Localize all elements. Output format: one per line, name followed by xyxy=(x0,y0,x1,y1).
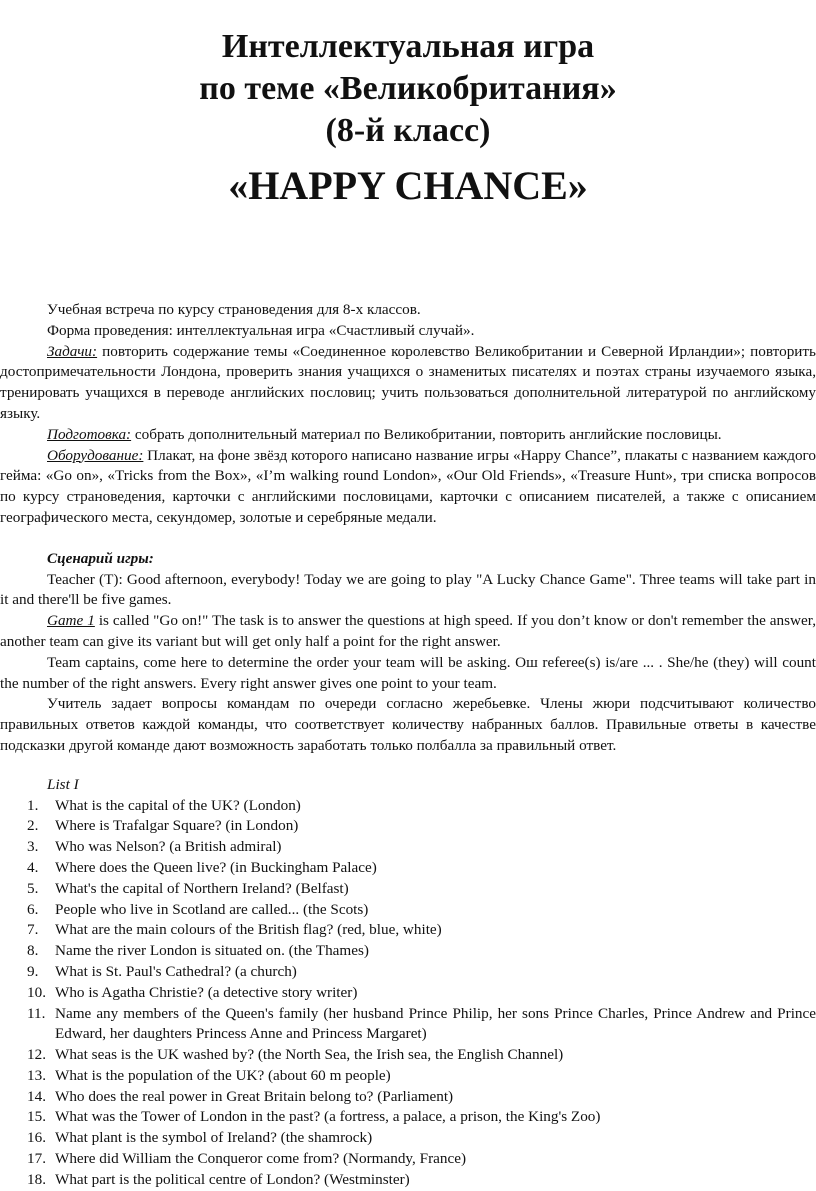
scenario-paragraph-4: Учитель задает вопросы командам по очереди согласно жеребьевке. Члены жюри подсчитывают количество правильных ответов каждой команды, что соответствует количеству набранных баллов. Правильные ответы в качестве подсказки другой команде дают возможность заработать только полбалла за правильный ответ. xyxy=(0,695,816,754)
list-item-number xyxy=(0,796,55,817)
list-item-number xyxy=(0,920,55,941)
body-text xyxy=(0,300,816,1191)
list-item xyxy=(0,1087,816,1108)
question-list xyxy=(0,796,816,1191)
list-item-number-text: 8. xyxy=(27,942,39,960)
list-item-text: Who was Nelson? (a British admiral) xyxy=(55,838,282,856)
list-item-text: Name any members of the Queen's family (her husband Prince Philip, her sons Prince Charles, Prince Andrew and Prince Edward, her daughters Princess Anne and Princess Margaret) xyxy=(55,1004,816,1043)
list-item-number-text: 5. xyxy=(27,879,39,897)
list-item xyxy=(0,1045,816,1066)
list-item-number-text: 16. xyxy=(27,1129,46,1147)
list-item xyxy=(0,1128,816,1149)
list-item-number-text: 13. xyxy=(27,1066,46,1084)
list-item-number xyxy=(0,1149,55,1170)
list-item-text: Where did William the Conqueror come from? (Normandy, France) xyxy=(55,1150,466,1168)
list-item-number-text: 4. xyxy=(27,858,39,876)
list-item-text: What are the main colours of the British flag? (red, blue, white) xyxy=(55,921,442,939)
list-item-number xyxy=(0,1066,55,1087)
list-item-text: Who does the real power in Great Britain belong to? (Parliament) xyxy=(55,1087,454,1105)
tasks-text: повторить содержание темы «Соединенное королевство Великобритании и Северной Ирландии»; повторить достопримечательности Лондона, проверить знания учащихся о знаменитых писателях и поэтах страны изучаемого языка, тренировать учащихся в переводе английских пословиц; учить пользоваться дополнительной литературой по английскому языку. xyxy=(0,342,816,422)
list-item-number xyxy=(0,858,55,879)
list-item-number xyxy=(0,983,55,1004)
list-item-number-text: 2. xyxy=(27,817,39,835)
list-item xyxy=(0,1066,816,1087)
prep-label: Подготовка: xyxy=(47,425,132,443)
list-item xyxy=(0,1107,816,1128)
list-item-number xyxy=(0,879,55,900)
list-item-number xyxy=(0,837,55,858)
intro-paragraph-1: Учебная встреча по курсу страноведения для 8-х классов. xyxy=(47,301,421,318)
scenario-label: Сценарий игры: xyxy=(47,549,154,567)
list-item-text: What part is the political centre of London? (Westminster) xyxy=(55,1170,410,1188)
list-item-number-text: 17. xyxy=(27,1150,46,1168)
tasks-paragraph xyxy=(0,342,816,425)
list-item xyxy=(0,796,816,817)
list-item-number xyxy=(0,962,55,983)
list-item-text: What is the population of the UK? (about 60 m people) xyxy=(55,1066,391,1084)
list-item xyxy=(0,816,816,837)
game-paragraph xyxy=(0,611,816,653)
game-label: Game 1 xyxy=(47,612,95,630)
prep-text: собрать дополнительный материал по Великобритании, повторить английские пословицы. xyxy=(131,425,722,443)
list-item-text: What was the Tower of London in the past? (a fortress, a palace, a prison, the King's Zoo) xyxy=(55,1108,601,1126)
list-item xyxy=(0,1004,816,1046)
tasks-label: Задачи: xyxy=(47,342,98,360)
list-item xyxy=(0,941,816,962)
list-item-number-text: 9. xyxy=(27,962,39,980)
list-item-text: Who is Agatha Christie? (a detective story writer) xyxy=(55,983,358,1001)
equip-text: Плакат, на фоне звёзд которого написано название игры «Happy Chance”, плакаты с названием каждого гейма: «Go on», «Tricks from the Box», «I’m walking round London», «Our Old Friends», «Treasure Hunt», три списка вопросов по курсу страноведения, карточки с английскими пословицами, карточки с описанием писателей, а также с описанием географического места, секундомер, золотые и серебряные медали. xyxy=(0,446,816,526)
list-item xyxy=(0,900,816,921)
list-item-number-text: 11. xyxy=(27,1004,46,1022)
list-item-number-text: 6. xyxy=(27,900,39,918)
game-text: is called "Go on!" The task is to answer the questions at high speed. If you don’t know or don't remember the answer, another team can give its variant but will get only half a point for the right answer. xyxy=(0,612,816,650)
title-line-3: (8-й класс) xyxy=(325,112,491,149)
list-item-text: What plant is the symbol of Ireland? (the shamrock) xyxy=(55,1129,373,1147)
scenario-paragraph-3: Team captains, come here to determine the order your team will be asking. Ош referee(s) is/are ... . She/he (they) will count the number of the right answers. Every right answer gives one point to your team. xyxy=(0,653,816,692)
list-item-text: What is St. Paul's Cathedral? (a church) xyxy=(55,962,297,980)
list-item xyxy=(0,879,816,900)
list-item-number xyxy=(0,816,55,837)
title-block xyxy=(0,26,816,214)
list-item-number-text: 12. xyxy=(27,1046,46,1064)
intro-paragraph-2: Форма проведения: интеллектуальная игра «Счастливый случай». xyxy=(47,321,475,339)
list-item-number-text: 7. xyxy=(27,921,39,939)
list-item-text: What's the capital of Northern Ireland? (Belfast) xyxy=(55,879,349,897)
list-item-text: Name the river London is situated on. (the Thames) xyxy=(55,942,369,960)
list-item-text: Where is Trafalgar Square? (in London) xyxy=(55,817,299,835)
equip-label: Оборудование: xyxy=(47,446,144,464)
list-item-text: What is the capital of the UK? (London) xyxy=(55,796,301,814)
list-item xyxy=(0,920,816,941)
list-item-number-text: 14. xyxy=(27,1087,46,1105)
title-line-2: по теме «Великобритания» xyxy=(199,70,617,107)
list-item-number xyxy=(0,900,55,921)
list-item-number xyxy=(0,1004,55,1046)
list-item-number-text: 1. xyxy=(27,796,39,814)
spacer xyxy=(0,757,816,775)
list-item-number xyxy=(0,1128,55,1149)
title-line-4: «HAPPY CHANCE» xyxy=(228,163,588,208)
list-item-number-text: 3. xyxy=(27,838,39,856)
list-item-number-text: 18. xyxy=(27,1170,46,1188)
list-item xyxy=(0,837,816,858)
list-item-number-text: 15. xyxy=(27,1108,46,1126)
list-item xyxy=(0,962,816,983)
list-item-number-text: 10. xyxy=(27,983,46,1001)
list-item-text: Where does the Queen live? (in Buckingham Palace) xyxy=(55,858,377,876)
list-item-text: What seas is the UK washed by? (the North Sea, the Irish sea, the English Channel) xyxy=(55,1046,564,1064)
list-item xyxy=(0,983,816,1004)
list-item-number xyxy=(0,941,55,962)
list-item xyxy=(0,858,816,879)
scenario-paragraph-1: Teacher (T): Good afternoon, everybody! Today we are going to play "A Lucky Chance Game". Three teams will take part in it and there'll be five games. xyxy=(0,570,816,609)
list-item-number xyxy=(0,1045,55,1066)
list-item xyxy=(0,1170,816,1191)
spacer xyxy=(0,529,816,549)
prep-paragraph xyxy=(0,425,816,446)
title-line-1: Интеллектуальная игра xyxy=(221,28,595,65)
list-item-text: People who live in Scotland are called... (the Scots) xyxy=(55,900,369,918)
scenario-heading xyxy=(0,549,816,570)
list-item-number xyxy=(0,1170,55,1191)
equip-paragraph xyxy=(0,446,816,529)
list-item-number xyxy=(0,1087,55,1108)
list-item-number xyxy=(0,1107,55,1128)
list-title: List I xyxy=(47,775,79,793)
list-item xyxy=(0,1149,816,1170)
